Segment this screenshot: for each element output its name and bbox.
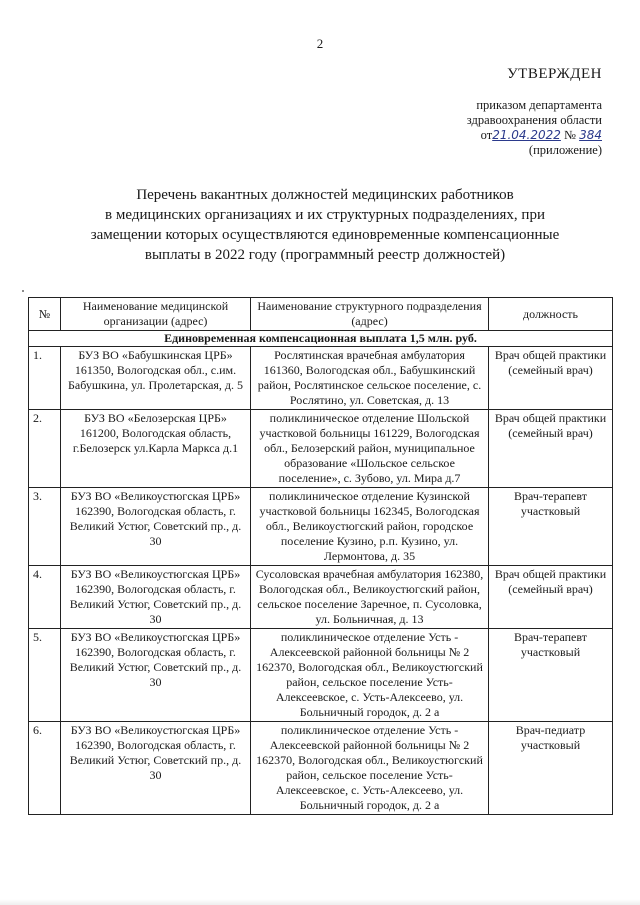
title-line-1: Перечень вакантных должностей медицинских работников — [136, 187, 514, 203]
row-org: БУЗ ВО «Бабушкинская ЦРБ» 161350, Вологодская обл., с.им. Бабушкина, ул. Пролетарская, д. 5 — [61, 347, 251, 410]
approval-block — [402, 98, 602, 158]
approval-line2: здравоохранения области — [466, 113, 602, 127]
table-row — [29, 410, 613, 488]
title-line-2: в медицинских организациях и их структурных подразделениях, при — [105, 207, 545, 223]
row-org: БУЗ ВО «Великоустюгская ЦРБ» 162390, Вологодская область, г. Великий Устюг, Советский пр., д. 30 — [61, 488, 251, 566]
row-position: Врач общей практики (семейный врач) — [489, 410, 613, 488]
row-position: Врач-педиатр участковый — [489, 722, 613, 815]
row-unit: Рослятинская врачебная амбулатория 161360, Вологодская обл., Бабушкинский район, Рослятинское сельское поселение, с. Рослятино, ул. Советская, д. 13 — [251, 347, 489, 410]
section-row — [29, 331, 613, 347]
section-title: Единовременная компенсационная выплата 1,5 млн. руб. — [29, 331, 613, 347]
row-position: Врач-терапевт участковый — [489, 488, 613, 566]
header-unit: Наименование структурного подразделения (адрес) — [251, 298, 489, 331]
row-unit: поликлиническое отделение Кузинской участковой больницы 162345, Вологодская обл., Великоустюгский район, городское поселение Кузино, р.п. Кузино, ул. Лермонтова, д. 35 — [251, 488, 489, 566]
title-line-4: выплаты в 2022 году (программный реестр должностей) — [144, 247, 506, 263]
page-bottom-edge — [0, 899, 640, 905]
header-position: должность — [489, 298, 613, 331]
table-row — [29, 566, 613, 629]
positions-table — [28, 297, 613, 815]
header-org: Наименование медицинской организации (адрес) — [61, 298, 251, 331]
row-num: 5. — [29, 629, 61, 722]
approval-number: 384 — [579, 128, 602, 142]
row-num: 6. — [29, 722, 61, 815]
scan-dot — [22, 290, 24, 292]
title-line-3: замещении которых осуществляются единовременные компенсационные — [90, 227, 560, 243]
row-org: БУЗ ВО «Великоустюгская ЦРБ» 162390, Вологодская область, г. Великий Устюг, Советский пр., д. 30 — [61, 629, 251, 722]
row-position: Врач-терапевт участковый — [489, 629, 613, 722]
row-unit: поликлиническое отделение Шольской участковой больницы 161229, Вологодская обл., Белозерский район, муниципальное образование «Шольское сельское поселение», с. Зубово, ул. Мира д.7 — [251, 410, 489, 488]
row-position: Врач общей практики (семейный врач) — [489, 566, 613, 629]
table-header-row — [29, 298, 613, 331]
approval-heading: УТВЕРЖДЕН — [507, 66, 602, 82]
row-num: 1. — [29, 347, 61, 410]
row-position: Врач общей практики (семейный врач) — [489, 347, 613, 410]
row-org: БУЗ ВО «Великоустюгская ЦРБ» 162390, Вологодская область, г. Великий Устюг, Советский пр., д. 30 — [61, 722, 251, 815]
row-num: 2. — [29, 410, 61, 488]
header-num: № — [29, 298, 61, 331]
table-row — [29, 722, 613, 815]
approval-date-line — [402, 128, 602, 143]
document-title — [90, 185, 560, 265]
approval-number-prefix: № — [564, 128, 576, 142]
row-org: БУЗ ВО «Великоустюгская ЦРБ» 162390, Вологодская область, г. Великий Устюг, Советский пр., д. 30 — [61, 566, 251, 629]
row-unit: поликлиническое отделение Усть - Алексеевской районной больницы № 2 162370, Вологодская обл., Великоустюгский район, сельское поселение Усть-Алексеевское, с. Усть-Алексеево, ул. Больничный городок, д. 2 а — [251, 722, 489, 815]
table-row — [29, 488, 613, 566]
row-num: 3. — [29, 488, 61, 566]
page-number: 2 — [316, 36, 324, 51]
approval-appendix: (приложение) — [528, 143, 602, 157]
row-unit: Сусоловская врачебная амбулатория 162380, Вологодская обл., Великоустюгский район, сельское поселение Заречное, п. Сусоловка, ул. Больничная, д. 13 — [251, 566, 489, 629]
row-num: 4. — [29, 566, 61, 629]
table-row — [29, 347, 613, 410]
row-unit: поликлиническое отделение Усть - Алексеевской районной больницы № 2 162370, Вологодская обл., Великоустюгский район, сельское поселение Усть-Алексеевское, с. Усть-Алексеево, ул. Больничный городок, д. 2 а — [251, 629, 489, 722]
approval-line1: приказом департамента — [476, 98, 602, 112]
row-org: БУЗ ВО «Белозерская ЦРБ» 161200, Вологодская область, г.Белозерск ул.Карла Маркса д.1 — [61, 410, 251, 488]
table-row — [29, 629, 613, 722]
approval-date: 21.04.2022 — [492, 128, 561, 142]
approval-from-prefix: от — [480, 128, 493, 142]
